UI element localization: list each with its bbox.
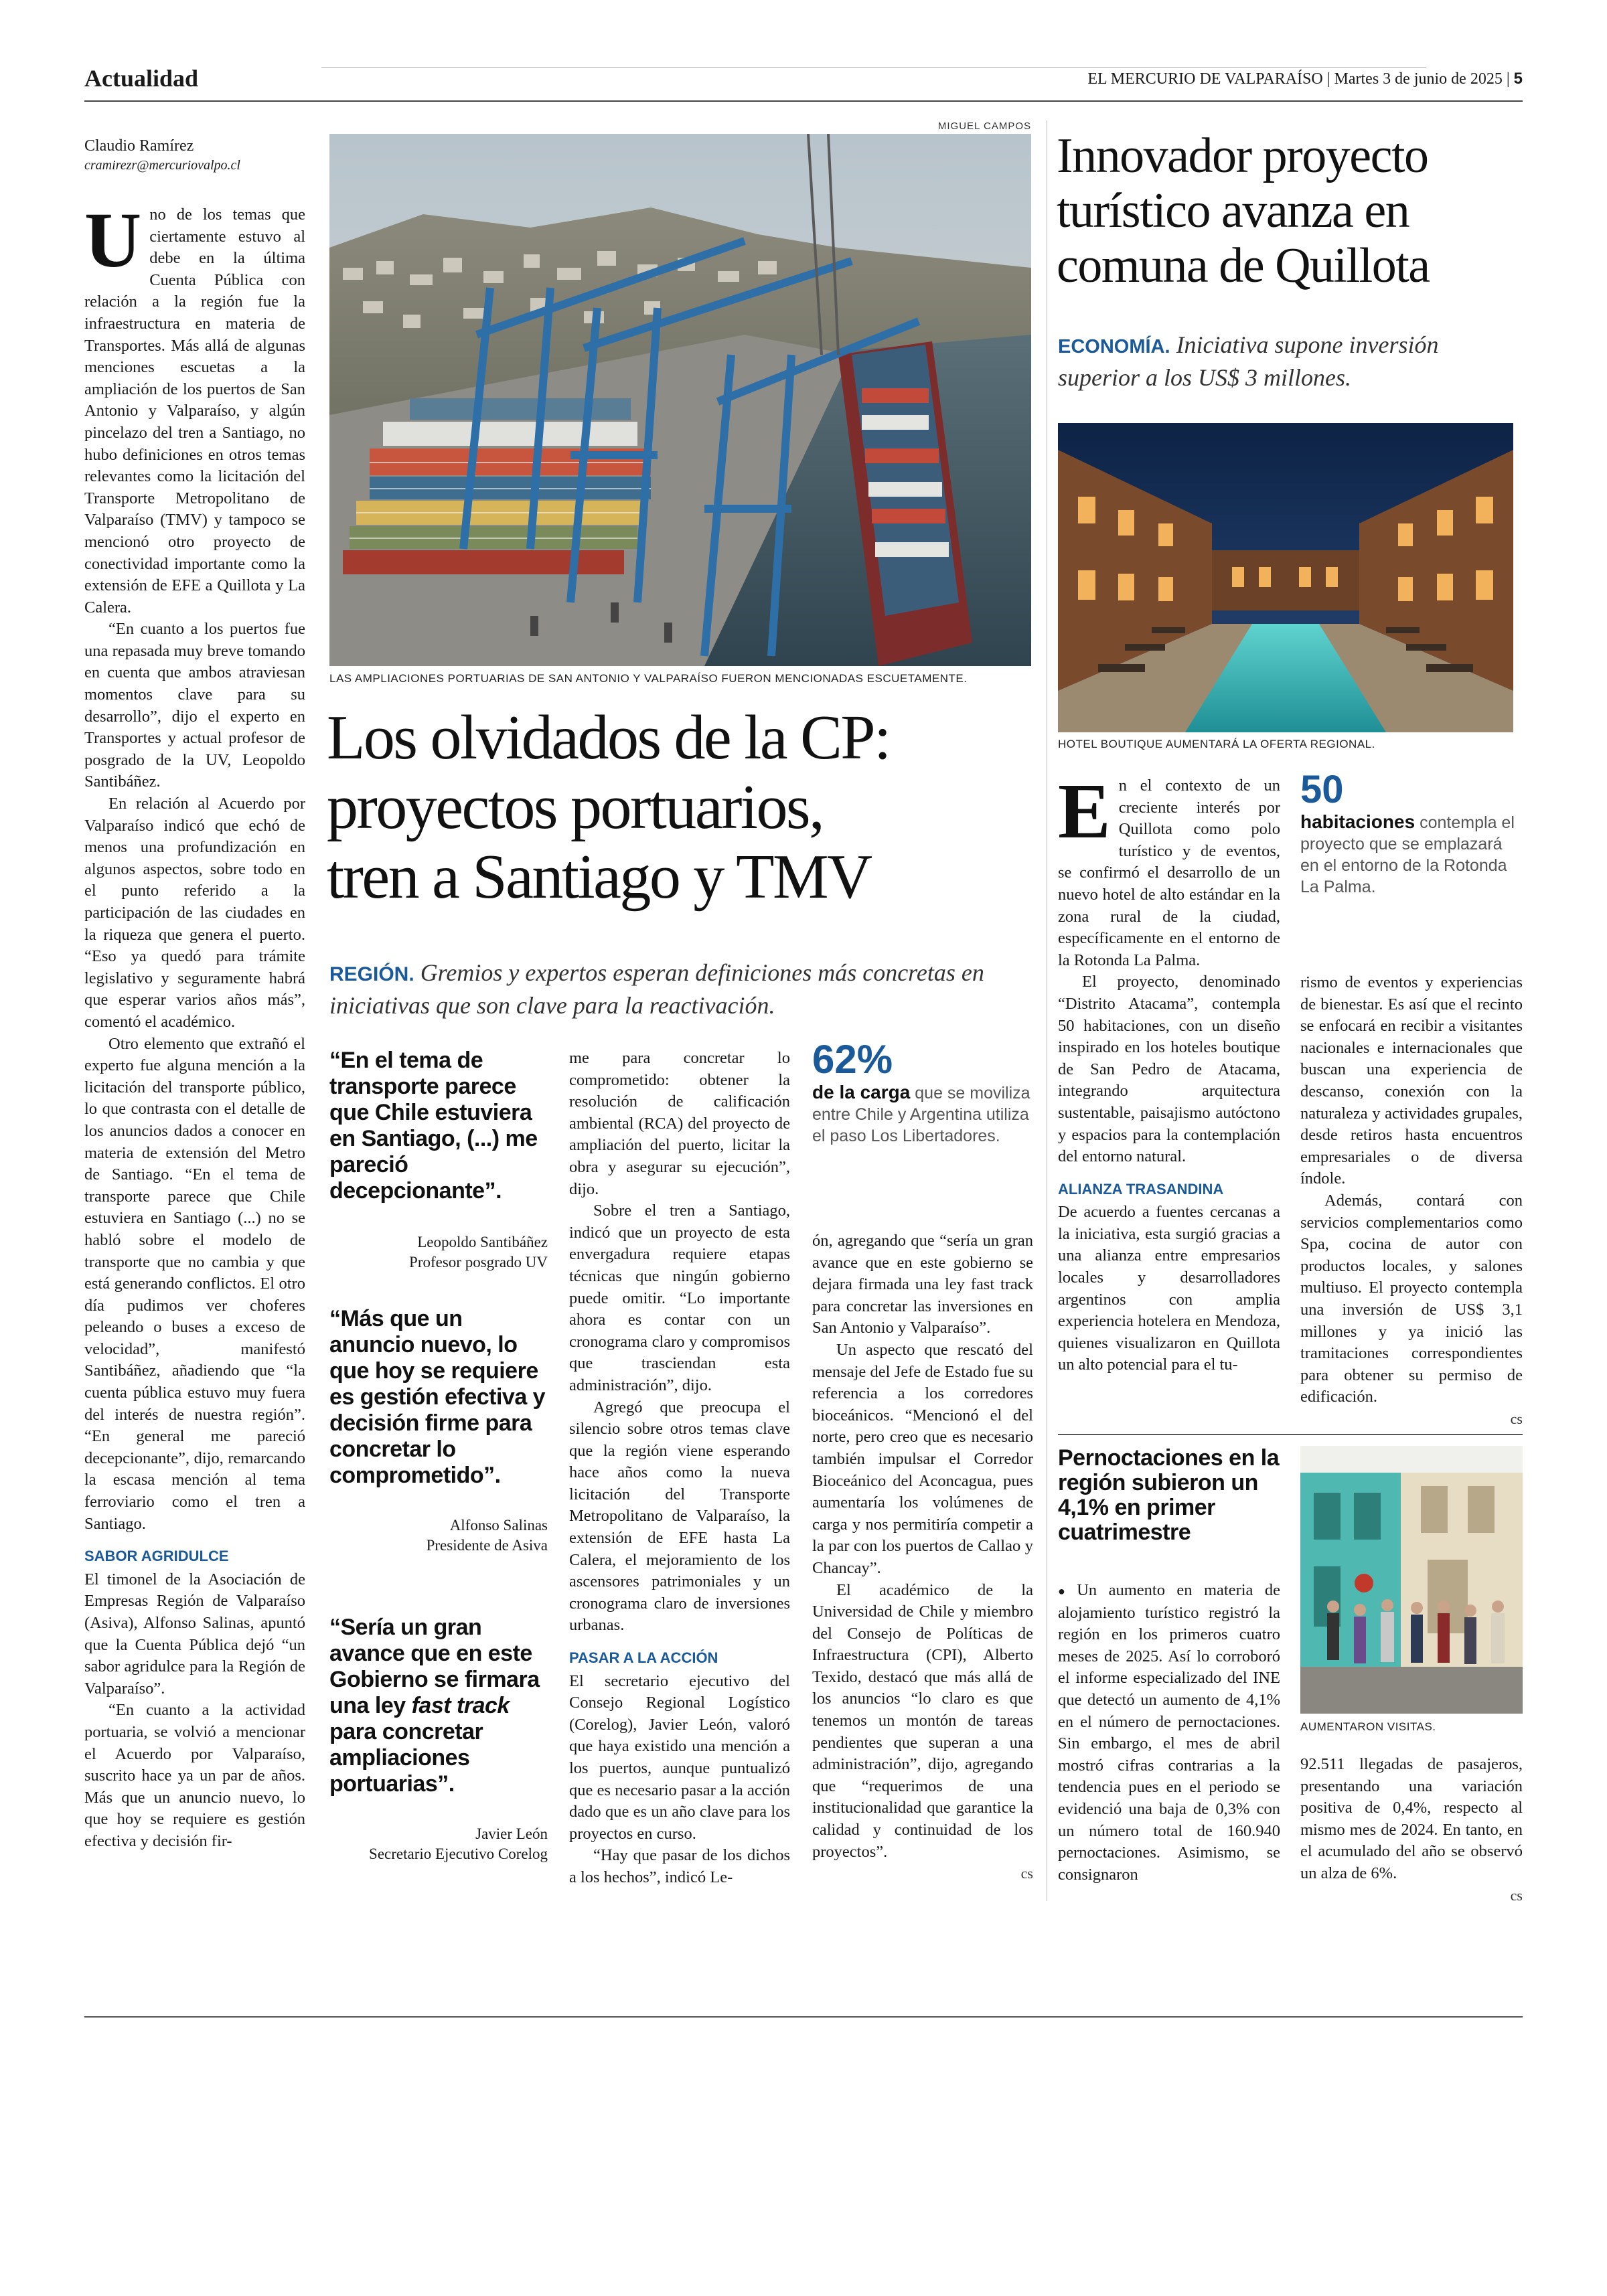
pull-quote-2-name: Alfonso Salinas xyxy=(449,1517,548,1534)
main-article-end-mark: cs xyxy=(1020,1865,1033,1882)
pull-quote-3-role: Secretario Ejecutivo Corelog xyxy=(369,1846,548,1862)
port-photo-illustration xyxy=(329,134,1031,666)
hotel-deck xyxy=(1058,329,1520,393)
hotel-headline-line-1: Innovador proyecto xyxy=(1057,129,1428,183)
page-number: 5 xyxy=(1513,70,1523,88)
main-col3-p5: “Hay que pasar de los dichos a los hechos”, indicó Le- xyxy=(569,1846,790,1886)
hotel-col1-p3: De acuerdo a fuentes cercanas a la iniciativa, esta surgió gracias a una alianza entre empresarios locales y desarrolladores argentinos con amplia experiencia hotelera en Mendoza, quienes visualizaron en Quillota un alto potencial para el tu- xyxy=(1058,1203,1280,1374)
tourism-photo-caption: AUMENTARON VISITAS. xyxy=(1300,1720,1436,1733)
brief-column-1 xyxy=(1058,1580,1280,1901)
main-kicker: REGIÓN. xyxy=(329,963,414,985)
main-col3-p4: El secretario ejecutivo del Consejo Regional Logístico (Corelog), Javier León, valoró que haya existido una mención a los puertos, aunque puntualizó que es necesario pasar a la acción dado que es un año clave para los proyectos en curso. xyxy=(569,1671,790,1843)
main-col4-p3: El académico de la Universidad de Chile y miembro del Consejo de Políticas de Infraestructura (CPI), Alberto Texido, destacó que más allá de los anuncios “lo claro es que tenemos un montón de tareas pendientes que superan a una administración”, dijo, agregando que “requerimos de una institucionalidad que garantice la calidad y continuidad de los proyectos”. xyxy=(812,1580,1033,1861)
hotel-column-1 xyxy=(1058,775,1280,1431)
author-email: cramirezr@mercuriovalpo.cl xyxy=(84,158,240,173)
hotel-brief-divider xyxy=(1058,1434,1523,1435)
pull-quote-3-name: Javier León xyxy=(475,1825,548,1842)
publication-name: EL MERCURIO DE VALPARAÍSO xyxy=(1087,70,1323,88)
hotel-col1-p2: El proyecto, denominado “Distrito Atacama”, contempla 50 habitaciones, con un diseño inspirado en los hoteles boutique de San Pedro de Atacama, integrando arquitectura sustentable, paisajismo autóctono y espacios para la contemplación del entorno natural. xyxy=(1058,973,1280,1166)
hotel-deck-text: Iniciativa supone inversión superior a los US$ 3 millones. xyxy=(1058,331,1439,391)
main-headline-line-2: proyectos portuarios, xyxy=(327,772,824,842)
port-photo-caption: LAS AMPLIACIONES PORTUARIAS DE SAN ANTONIO Y VALPARAÍSO FUERON MENCIONADAS ESCUETAMENTE. xyxy=(329,672,968,685)
hotel-article-end-mark: cs xyxy=(1510,1410,1523,1427)
port-photo xyxy=(329,134,1031,666)
main-col1-p3: En relación al Acuerdo por Valparaíso indicó que echó de menos una profundización en algunos aspectos, sobre todo en el punto referido a la participación de las ciudades en la riqueza que genera el puerto. “Eso ya quedó para trámite legislativo y seguramente habrá que esperar varios años más”, comentó el académico. xyxy=(84,795,305,1031)
main-col1-p2: “En cuanto a los puertos fue una repasada muy breve tomando en cuenta que ambos atraviesan momentos clave para su desarrollo”, dijo el experto en Transportes y actual profesor de posgrado de la UV, Leopoldo Santibáñez. xyxy=(84,620,305,791)
stat-50-value: 50 xyxy=(1300,768,1344,811)
pull-quote-1-role: Profesor posgrado UV xyxy=(409,1254,548,1270)
hotel-column-2 xyxy=(1300,972,1523,1427)
hotel-col2-p2: Además, contará con servicios complementarios como Spa, cocina de autor con productos locales, y salones multiuso. El proyecto contempla una inversión de US$ 3,1 millones y ya inició las tramitaciones correspondientes para obtener su permiso de edificación. xyxy=(1300,1191,1523,1406)
main-col3-p1: me para concretar lo comprometido: obtener la resolución de calificación ambiental (RCA) del proyecto de ampliación del puerto, licitar la obra y asegurar su ejecución”, dijo. xyxy=(569,1049,790,1198)
main-article-column-3 xyxy=(569,1048,790,1898)
pull-quote-3-part-2: para concretar ampliaciones portuarias”. xyxy=(329,1719,483,1797)
pull-quote-1: “En el tema de transporte parece que Chile estuviera en Santiago, (...) me pareció decepcionante”. xyxy=(329,1048,538,1204)
subheading-alianza-trasandina: ALIANZA TRASANDINA xyxy=(1058,1180,1224,1198)
stat-50-bold: habitaciones xyxy=(1300,811,1415,832)
header-top-rule xyxy=(321,67,1426,68)
main-col1-p1: no de los temas que ciertamente estuvo al debe en la última Cuenta Pública con relación a la región fue la infraestructura en materia de Transportes. Más allá de algunas menciones escuetas a la ampliación de los puertos de San Antonio y Valparaíso, y algún pincelazo del tren a Santiago, no hubo definiciones en otros temas relevantes como la licitación del Transporte Metropolitano de Valparaíso (TMV) y tampoco se mencionó otro proyecto de conectividad importante como la extensión de EFE a Quillota y La Calera. xyxy=(84,206,305,617)
hotel-headline xyxy=(1057,129,1525,293)
main-article-column-1 xyxy=(84,204,305,1884)
pull-quote-1-name: Leopoldo Santibáñez xyxy=(417,1234,548,1250)
hotel-headline-line-2: turístico avanza en xyxy=(1057,183,1409,238)
page-bottom-rule xyxy=(84,2016,1523,2018)
pull-quote-3 xyxy=(329,1615,548,1797)
pull-quote-3-part-1: “Sería un gran avance que en este Gobierno se firmara una ley xyxy=(329,1615,540,1718)
stat-62-text: que se moviliza entre Chile y Argentina utiliza el paso Los Libertadores. xyxy=(812,1084,1030,1145)
subheading-pasar-a-la-accion: PASAR A LA ACCIÓN xyxy=(569,1649,718,1667)
hotel-photo-caption: HOTEL BOUTIQUE AUMENTARÁ LA OFERTA REGIONAL. xyxy=(1058,738,1375,750)
subheading-sabor-agridulce: SABOR AGRIDULCE xyxy=(84,1548,229,1565)
main-col1-p4: Otro elemento que extrañó el experto fue alguna mención a la licitación del transporte público, lo que contrasta con el detalle de los anuncios dados a conocer en materia de extensión del Metro de Santiago. “En el tema de transporte parece que Chile estuviera en Santiago (...) no se habló sobre el modelo de transporte que no cambia y que está generando conflictos. El otro día pudimos ver choferes peleando o buses a exceso de velocidad”, manifestó Santibáñez, añadiendo que “la cuenta pública estuvo muy fuera del interés de nuestra región”. “En general me pareció decepcionante”, dijo, remarcando la escasa mención al tema ferroviario como el tren a Santiago. xyxy=(84,1034,305,1533)
pull-quote-3-italic: fast track xyxy=(411,1693,510,1718)
publication-line: EL MERCURIO DE VALPARAÍSO | Martes 3 de junio de 2025 | 5 xyxy=(1087,70,1523,88)
tourism-photo-illustration xyxy=(1300,1446,1523,1714)
hotel-headline-line-3: comuna de Quillota xyxy=(1057,238,1430,293)
main-headline xyxy=(327,703,1037,912)
brief-bullet: ● xyxy=(1058,1584,1073,1598)
stat-box-50 xyxy=(1300,768,1521,898)
stat-box-62 xyxy=(812,1038,1033,1147)
drop-cap: U xyxy=(84,204,142,284)
main-col1-p5: El timonel de la Asociación de Empresas Región de Valparaíso (Asiva), Alfonso Salinas, apuntó que la Cuenta Pública dejó “un sabor agridulce para la Región de Valparaíso”. xyxy=(84,1570,305,1698)
brief-p2: 92.511 llegadas de pasajeros, presentando una variación positiva de 0,4%, respecto al mismo mes de 2024. En tanto, en el acumulado del año se observó un alza de 6%. xyxy=(1300,1755,1523,1882)
header-rule xyxy=(84,100,1523,102)
hotel-kicker: ECONOMÍA. xyxy=(1058,336,1170,357)
main-col4-p1: ón, agregando que “sería un gran avance que en este gobierno se dejara firmada una ley fast track para concretar las inversiones en San Antonio y Valparaíso”. xyxy=(812,1232,1033,1337)
tourism-photo xyxy=(1300,1446,1523,1714)
hotel-col1-p1: n el contexto de un creciente interés por Quillota como polo turístico y de eventos, se confirmó el desarrollo de un nuevo hotel de alto estándar en la zona rural de la ciudad, específicamente en el entorno de la Rotonda La Palma. xyxy=(1058,776,1280,969)
hotel-col2-p1: rismo de eventos y experiencias de bienestar. Es así que el recinto se enfocará en recibir a visitantes nacionales e internacionales que buscan una experiencia de descanso, conexión con la naturaleza y actividades grupales, desde retiros hasta encuentros empresariales o de diversa índole. xyxy=(1300,973,1523,1188)
brief-column-2 xyxy=(1300,1754,1523,1901)
hotel-drop-cap: E xyxy=(1058,775,1111,855)
author-byline xyxy=(84,137,305,173)
main-headline-line-1: Los olvidados de la CP: xyxy=(327,703,890,772)
brief-end-mark: cs xyxy=(1510,1886,1523,1901)
main-headline-line-3: tren a Santiago y TMV xyxy=(327,842,871,912)
stat-62-value: 62% xyxy=(812,1037,893,1082)
main-deck xyxy=(329,957,1032,1021)
brief-headline: Pernoctaciones en la región subieron un 4,1% en primer cuatrimestre xyxy=(1058,1445,1280,1545)
author-name: Claudio Ramírez xyxy=(84,137,194,155)
main-col3-p3: Agregó que preocupa el silencio sobre otros temas clave que la región viene esperando hace años como la nueva licitación del Transporte Metropolitano de Valparaíso, la extensión de EFE hasta La Calera, el mejoramiento de los ascensores patrimoniales y un cronograma claro de inversiones urbanas. xyxy=(569,1398,790,1635)
main-article-column-4 xyxy=(812,1230,1033,1900)
main-deck-text: Gremios y expertos esperan definiciones más concretas en iniciativas que son clave para la reactivación. xyxy=(329,959,984,1019)
publication-date: Martes 3 de junio de 2025 xyxy=(1334,70,1503,88)
pull-quotes-column xyxy=(329,1048,548,1864)
pull-quote-2: “Más que un anuncio nuevo, lo que hoy se requiere es gestión efectiva y decisión firme para concretar lo comprometido”. xyxy=(329,1306,546,1488)
stat-62-bold: de la carga xyxy=(812,1082,911,1102)
photo-credit: MIGUEL CAMPOS xyxy=(937,120,1031,132)
hotel-photo xyxy=(1058,423,1513,732)
hotel-photo-illustration xyxy=(1058,423,1513,732)
stat-50-text: contempla el proyecto que se emplazará en el entorno de la Rotonda La Palma. xyxy=(1300,813,1515,896)
main-col4-p2: Un aspecto que rescató del mensaje del Jefe de Estado fue su referencia a los corredores bioceánicos. “Mencionó el del norte, pero creo que es necesario también impulsar el Corredor Bioceánico del Aconcagua, pues aumentaría los volúmenes de carga y nos permitiría competir a la par con los puertos de Callao y Chancay”. xyxy=(812,1340,1033,1577)
pull-quote-2-role: Presidente de Asiva xyxy=(426,1537,548,1554)
main-col3-p2: Sobre el tren a Santiago, indicó que un proyecto de esta envergadura requiere etapas técnicas que ningún gobierno puede omitir. “Lo importante ahora es contar con un cronograma claro y compromisos que trasciendan esta administración”, dijo. xyxy=(569,1202,790,1394)
stat-50-description xyxy=(1300,811,1521,898)
main-col1-p6: “En cuanto a la actividad portuaria, se volvió a mencionar el Acuerdo por Valparaíso, suscrito hace ya un par de años. Más que un anuncio nuevo, lo que hoy se requiere es gestión efectiva y decisión fir- xyxy=(84,1701,305,1850)
page-header xyxy=(84,64,1523,104)
stat-62-description xyxy=(812,1082,1033,1147)
brief-p1: Un aumento en materia de alojamiento turístico registró la región en los primeros cuatro meses de 2025. Así lo corroboró el informe especializado del INE que detectó un aumento de 4,1% en el número de pernoctaciones. Sin embargo, el mes de abril mostró cifras contrarias a la tendencia pues en el periodo se evidenció una baja de 0,3% con un número total de 160.940 pernoctaciones. Asimismo, se consignaron xyxy=(1058,1581,1280,1884)
section-label: Actualidad xyxy=(84,65,199,92)
